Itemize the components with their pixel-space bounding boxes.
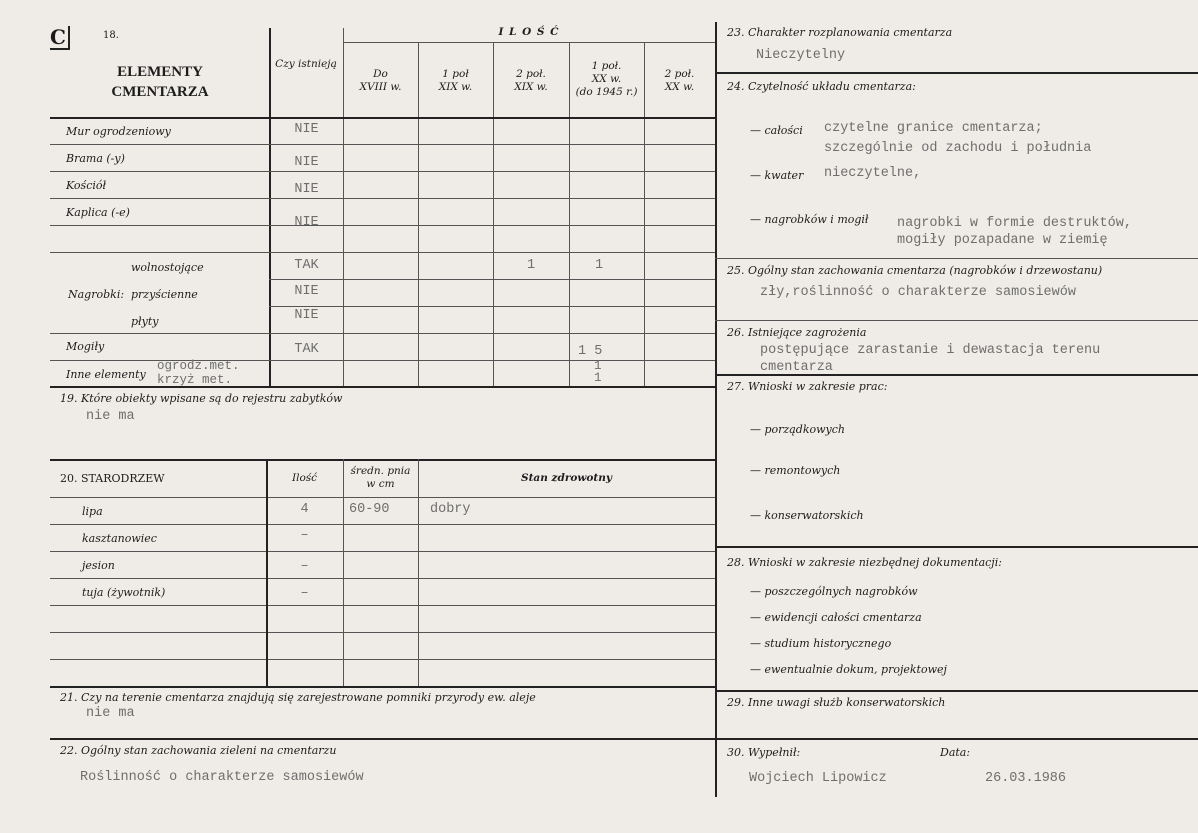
tree-qty: – [300, 528, 309, 543]
section-23-label: 23. Charakter rozplanowania cmentarza [727, 26, 953, 39]
section-19-value: nie ma [86, 409, 135, 424]
section-28-label: 28. Wnioski w zakresie niezbędnej dokumentacji: [727, 556, 1002, 569]
section-18-number: 18. [103, 30, 119, 41]
row-inne-value-2: 1 [594, 371, 602, 385]
row-label-brama: Brama (-y) [66, 152, 125, 165]
section-24-label: 24. Czytelność układu cmentarza: [727, 80, 916, 93]
section-18-title-line2: CMENTARZA [111, 84, 209, 100]
row-exists-mur: NIE [294, 122, 319, 137]
row-label-wolnostojace: wolnostojące [131, 261, 204, 274]
section-18-title-line1: ELEMENTY [117, 64, 203, 80]
row-label-plyty: płyty [131, 315, 159, 328]
ilosc-header: I L O Ś Ć [498, 26, 560, 38]
section-24-nagrobkow-label: — nagrobków i mogił [750, 213, 869, 226]
tree-name: jesion [82, 559, 115, 572]
section-29-label: 29. Inne uwagi służb konserwatorskich [727, 696, 946, 709]
section-30-date-label: Data: [940, 746, 971, 759]
row-inne-value-1: 1 [594, 359, 602, 373]
row-value-mogily-1pol-xx: 1 5 [578, 344, 603, 359]
section-21-value: nie ma [86, 706, 135, 721]
section-21-label: 21. Czy na terenie cmentarza znajdują się zarejestrowane pomniki przyrody ew. aleje [60, 691, 536, 704]
section-28-item-nagrobkow: — poszczególnych nagrobków [750, 585, 918, 598]
section-27-item-porzadkowych: — porządkowych [750, 423, 845, 436]
section-26-value-2: cmentarza [760, 360, 833, 375]
period-header-3: 2 poł. XIX w. [514, 68, 548, 93]
section-26-value-1: postępujące zarastanie i dewastacja terenu [760, 343, 1101, 358]
section-19-label: 19. Które obiekty wpisane są do rejestru zabytków [60, 392, 343, 405]
section-23-value: Nieczytelny [756, 48, 846, 63]
tree-qty: 4 [300, 502, 309, 517]
form-letter-c: C [50, 26, 70, 50]
section-28-item-projektowej: — ewentualnie dokum, projektowej [750, 663, 947, 676]
row-exists-brama: NIE [294, 155, 319, 170]
section-28-item-studium: — studium historycznego [750, 637, 892, 650]
row-label-mogily: Mogiły [66, 340, 105, 353]
tree-name: kasztanowiec [82, 532, 157, 545]
row-value-wolnostojace-2pol-xix: 1 [526, 258, 536, 273]
period-header-1: Do XVIII w. [359, 68, 402, 93]
tree-qty: – [300, 586, 309, 601]
row-exists-wolnostojace: TAK [294, 258, 319, 273]
row-label-mur: Mur ogrodzeniowy [66, 125, 171, 138]
section-24-nagrobkow-value-1: nagrobki w formie destruktów, [897, 216, 1132, 231]
tree-dbh: 60-90 [349, 502, 390, 517]
section-24-kwater-value: nieczytelne, [824, 166, 922, 181]
row-exists-mogily: TAK [294, 342, 319, 357]
row-value-wolnostojace-1pol-xx: 1 [594, 258, 604, 273]
period-header-5: 2 poł. XX w. [664, 68, 695, 93]
section-22-value: Roślinność o charakterze samosiewów [80, 770, 364, 785]
section-28-item-ewidencji: — ewidencji całości cmentarza [750, 611, 922, 624]
section-24-nagrobkow-value-2: mogiły pozapadane w ziemię [897, 233, 1108, 248]
section-24-kwater-label: — kwater [750, 169, 804, 182]
row-exists-plyty: NIE [294, 308, 319, 323]
tree-name: tuja (żywotnik) [82, 586, 166, 599]
row-label-nagrobki: Nagrobki: [68, 288, 125, 301]
section-27-item-konserwatorskich: — konserwatorskich [750, 509, 864, 522]
col-pien-header: średn. pnia w cm [350, 465, 411, 490]
row-label-kosciol: Kościół [66, 179, 107, 192]
section-30-label: 30. Wypełnił: [727, 746, 801, 759]
tree-name: lipa [82, 505, 103, 518]
section-25-value: zły,roślinność o charakterze samosiewów [760, 285, 1076, 300]
col-exists-header: Czy istnieją [275, 58, 337, 70]
section-30-name: Wojciech Lipowicz [749, 771, 887, 786]
section-24-calosci-value-2: szczególnie od zachodu i południa [824, 141, 1092, 156]
section-24-calosci-label: — całości [750, 124, 803, 137]
section-26-label: 26. Istniejące zagrożenia [727, 326, 867, 339]
section-24-calosci-value-1: czytelne granice cmentarza; [824, 121, 1043, 136]
row-label-kaplica: Kaplica (-e) [66, 206, 130, 219]
row-inne-typed-2: krzyż met. [157, 373, 233, 387]
section-27-item-remontowych: — remontowych [750, 464, 841, 477]
section-18-title [90, 62, 230, 102]
row-exists-przyscienne: NIE [294, 284, 319, 299]
row-exists-kaplica: NIE [294, 215, 319, 230]
section-22-label: 22. Ogólny stan zachowania zieleni na cmentarzu [60, 744, 337, 757]
tree-state: dobry [430, 502, 471, 517]
row-inne-typed-1: ogrodz.met. [157, 359, 240, 373]
col-stan-header: Stan zdrowotny [521, 472, 612, 484]
section-25-label: 25. Ogólny stan zachowania cmentarza (nagrobków i drzewostanu) [727, 264, 1103, 277]
row-label-przyscienne: przyścienne [131, 288, 198, 301]
col-ilosc-header: Ilość [291, 472, 318, 484]
period-header-4: 1 poł. XX w. (do 1945 r.) [575, 60, 638, 98]
row-label-inne: Inne elementy [66, 368, 146, 381]
section-27-label: 27. Wnioski w zakresie prac: [727, 380, 888, 393]
section-30-date: 26.03.1986 [985, 771, 1067, 786]
row-exists-kosciol: NIE [294, 182, 319, 197]
tree-qty: – [300, 559, 309, 574]
period-header-2: 1 poł XIX w. [438, 68, 473, 93]
section-20-label: 20. STARODRZEW [60, 472, 165, 485]
